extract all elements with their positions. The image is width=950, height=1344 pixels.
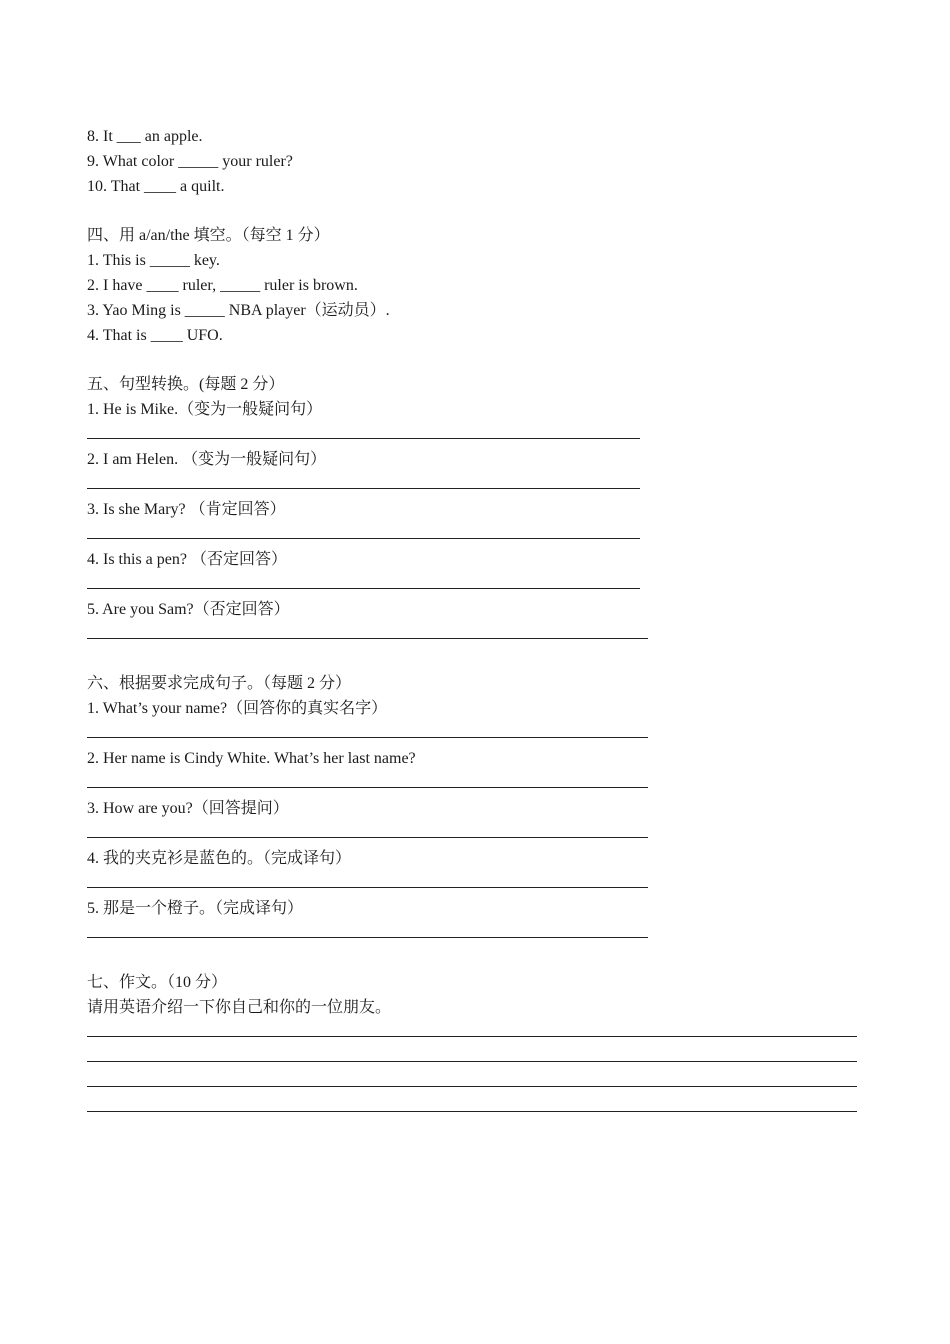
question-line: 2. I have ____ ruler, _____ ruler is brown. <box>87 277 358 294</box>
answer-line[interactable] <box>87 871 862 896</box>
essay-line[interactable] <box>87 1095 862 1120</box>
section-heading: 七、作文。（10 分） <box>87 974 228 991</box>
question-line: 5. Are you Sam?（否定回答） <box>87 601 290 618</box>
essay-line[interactable] <box>87 1045 862 1070</box>
question-line: 1. What’s your name?（回答你的真实名字） <box>87 700 388 717</box>
question-line: 4. 我的夹克衫是蓝色的。（完成译句） <box>87 850 352 867</box>
question-line: 1. He is Mike.（变为一般疑问句） <box>87 401 323 418</box>
question-line: 4. That is ____ UFO. <box>87 327 223 344</box>
question-line: 9. What color _____ your ruler? <box>87 153 293 170</box>
section-gap <box>87 647 862 671</box>
question-line: 10. That ____ a quilt. <box>87 178 225 195</box>
question-line: 3. Yao Ming is _____ NBA player（运动员）. <box>87 302 390 319</box>
section-gap <box>87 946 862 970</box>
question-line: 8. It ___ an apple. <box>87 128 203 145</box>
section-heading: 六、根据要求完成句子。（每题 2 分） <box>87 675 352 692</box>
answer-line[interactable] <box>87 622 862 647</box>
essay-line[interactable] <box>87 1070 862 1095</box>
answer-line[interactable] <box>87 522 862 547</box>
question-line: 1. This is _____ key. <box>87 252 220 269</box>
question-line: 3. How are you?（回答提问） <box>87 800 289 817</box>
section-gap <box>87 199 862 223</box>
essay-line[interactable] <box>87 1020 862 1045</box>
essay-prompt: 请用英语介绍一下你自己和你的一位朋友。 <box>87 999 392 1016</box>
question-line: 2. I am Helen. （变为一般疑问句） <box>87 451 327 468</box>
answer-line[interactable] <box>87 821 862 846</box>
question-line: 2. Her name is Cindy White. What’s her last name? <box>87 750 416 767</box>
section-gap <box>87 348 862 372</box>
answer-line[interactable] <box>87 422 862 447</box>
answer-line[interactable] <box>87 921 862 946</box>
section-heading: 五、句型转换。(每题 2 分） <box>87 376 285 393</box>
answer-line[interactable] <box>87 572 862 597</box>
answer-line[interactable] <box>87 472 862 497</box>
question-line: 5. 那是一个橙子。（完成译句） <box>87 900 304 917</box>
section-heading: 四、用 a/an/the 填空。（每空 1 分） <box>87 227 330 244</box>
answer-line[interactable] <box>87 721 862 746</box>
worksheet-page <box>87 124 862 1120</box>
question-line: 3. Is she Mary? （肯定回答） <box>87 501 286 518</box>
answer-line[interactable] <box>87 771 862 796</box>
question-line: 4. Is this a pen? （否定回答） <box>87 551 287 568</box>
